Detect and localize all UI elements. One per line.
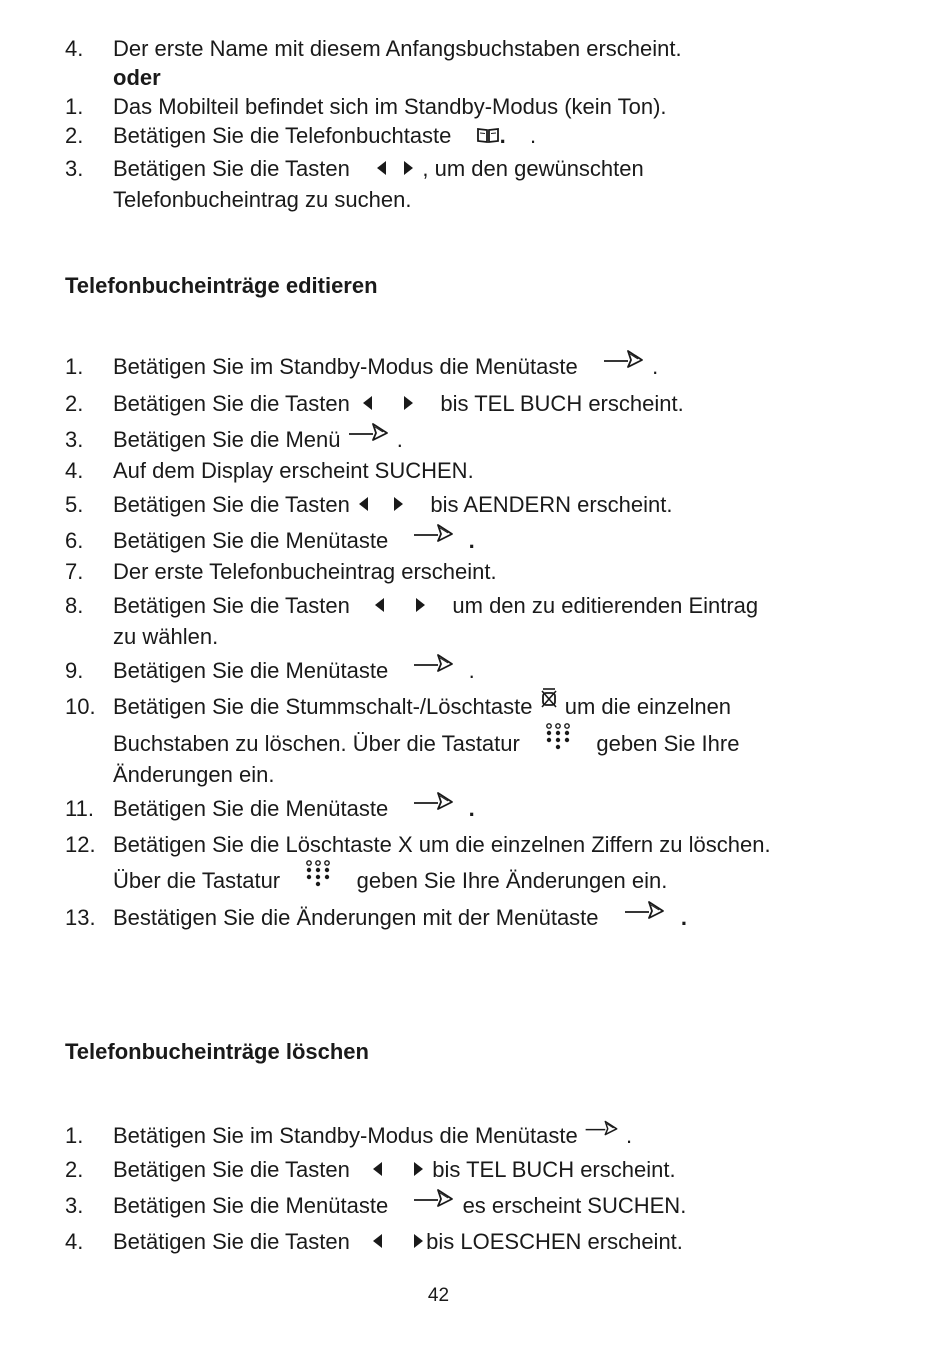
item-text [113, 389, 684, 420]
or-label: oder [113, 65, 161, 90]
item-text [113, 591, 758, 622]
list-item [0, 490, 950, 520]
menu-arrow-icon [623, 897, 667, 931]
section-heading-edit: Telefonbucheinträge editieren [65, 273, 378, 298]
item-number: 6. [65, 528, 84, 553]
item-number: 13. [65, 905, 96, 930]
section-heading-delete: Telefonbucheinträge löschen [65, 1039, 369, 1064]
item-text-cont: Telefonbucheintrag zu suchen. [113, 187, 412, 212]
item-text-b: bis TEL BUCH erscheint. [440, 391, 684, 416]
list-item [0, 557, 950, 587]
list-item [0, 794, 950, 824]
list-item [0, 656, 950, 686]
item-text [113, 1227, 683, 1258]
item-text-b: bis AENDERN erscheint. [430, 492, 673, 517]
menu-arrow-icon [602, 346, 646, 380]
list-item-continuation [0, 866, 950, 896]
list-item [0, 1191, 950, 1221]
item-text-b: . [468, 658, 475, 683]
item-number: 5. [65, 492, 84, 517]
item-text [113, 656, 475, 686]
menu-arrow-icon [412, 520, 456, 554]
item-number: 12. [65, 832, 96, 857]
list-item [0, 92, 950, 122]
item-number: 4. [65, 458, 84, 483]
item-text: Das Mobilteil befindet sich im Standby-Modus (kein Ton). [113, 94, 667, 119]
right-triangle-icon [414, 592, 428, 622]
right-triangle-icon [402, 390, 416, 420]
item-text-b: . [499, 123, 506, 148]
item-number: 4. [65, 36, 84, 61]
menu-arrow-icon [412, 1185, 456, 1219]
item-text-b: . [625, 1123, 633, 1148]
item-text-b: . [680, 905, 688, 930]
item-text-cont [113, 866, 667, 897]
item-text-a: Betätigen Sie die Tasten [113, 492, 350, 517]
item-text [113, 425, 403, 455]
item-number: 1. [65, 354, 84, 379]
item-text: Betätigen Sie die Löschtaste X um die einzelnen Ziffern zu löschen. [113, 832, 771, 857]
item-number: 4. [65, 1229, 84, 1254]
item-text-a: Betätigen Sie die Tasten [113, 1157, 350, 1182]
right-triangle-icon [412, 1228, 426, 1258]
item-text [113, 121, 536, 152]
item-text [113, 490, 672, 521]
item-text-a: Betätigen Sie im Standby-Modus die Menütaste [113, 354, 578, 379]
menu-arrow-icon [347, 419, 391, 453]
list-item [0, 830, 950, 860]
item-text [113, 154, 644, 185]
keypad-icon [544, 722, 572, 760]
item-number: 2. [65, 123, 84, 148]
item-text [113, 1121, 632, 1151]
keypad-icon [304, 859, 332, 897]
item-text-cont: zu wählen. [113, 624, 219, 649]
item-text [113, 903, 687, 933]
item-text-b: , um den gewünschten [422, 156, 644, 181]
list-item [0, 456, 950, 486]
item-number: 3. [65, 427, 84, 452]
item-number: 2. [65, 1157, 84, 1182]
page-number: 42 [427, 1285, 450, 1306]
item-text-c: Buchstaben zu löschen. Über die Tastatur [113, 731, 520, 756]
item-text-a: Betätigen Sie die Tasten [113, 593, 350, 618]
item-text: Der erste Telefonbucheintrag erscheint. [113, 559, 497, 584]
item-text [113, 352, 658, 382]
item-text-a: Betätigen Sie im Standby-Modus die Menütaste [113, 1123, 578, 1148]
right-triangle-icon [402, 155, 416, 185]
item-text [113, 1155, 676, 1186]
menu-arrow-icon [412, 788, 456, 822]
item-number: 1. [65, 1123, 84, 1148]
item-number: 3. [65, 156, 84, 181]
item-text-c: Über die Tastatur [113, 868, 281, 893]
list-item [0, 692, 950, 722]
list-item [0, 1227, 950, 1257]
list-item [0, 425, 950, 455]
list-item [0, 34, 950, 64]
item-text-b: . [396, 427, 403, 452]
item-dot: . [530, 123, 537, 148]
phonebook-icon [476, 122, 500, 152]
item-text-d: geben Sie Ihre Änderungen ein. [356, 868, 668, 893]
item-number: 10. [65, 694, 96, 719]
item-text-cont [113, 729, 739, 760]
list-item [0, 591, 950, 621]
left-triangle-icon [370, 1156, 384, 1186]
left-triangle-icon [372, 592, 386, 622]
item-text-a: Betätigen Sie die Menütaste [113, 796, 389, 821]
item-number: 2. [65, 391, 84, 416]
item-number: 9. [65, 658, 84, 683]
list-item [0, 352, 950, 382]
or-separator [0, 63, 950, 93]
list-item [0, 903, 950, 933]
list-item-continuation [0, 622, 950, 652]
left-triangle-icon [370, 1228, 384, 1258]
item-text-a: Betätigen Sie die Menütaste [113, 658, 389, 683]
item-text-a: Betätigen Sie die Menütaste [113, 1193, 389, 1218]
item-text: Der erste Name mit diesem Anfangsbuchstaben erscheint. [113, 36, 682, 61]
item-text-a: Betätigen Sie die Menütaste [113, 528, 389, 553]
item-text-d: geben Sie Ihre [596, 731, 740, 756]
item-text-b: . [652, 354, 659, 379]
list-item [0, 1155, 950, 1185]
item-text-a: Betätigen Sie die Tasten [113, 156, 350, 181]
item-number: 11. [65, 796, 94, 821]
left-triangle-icon [360, 390, 374, 420]
list-item-continuation [0, 185, 950, 215]
list-item-continuation [0, 729, 950, 759]
right-triangle-icon [392, 491, 406, 521]
item-text-a: Betätigen Sie die Telefonbuchtaste [113, 123, 452, 148]
item-number: 7. [65, 559, 84, 584]
mute-delete-icon [539, 687, 559, 717]
item-text-b: um den zu editierenden Eintrag [452, 593, 759, 618]
item-text-b: um die einzelnen [564, 694, 732, 719]
menu-arrow-icon [412, 650, 456, 684]
list-item-continuation [0, 760, 950, 790]
item-text-a: Betätigen Sie die Tasten [113, 391, 350, 416]
left-triangle-icon [356, 491, 370, 521]
list-item [0, 1121, 950, 1151]
item-text-a: Betätigen Sie die Stummschalt-/Löschtaste [113, 694, 533, 719]
item-text [113, 794, 475, 824]
list-item [0, 154, 950, 184]
item-text-a: Bestätigen Sie die Änderungen mit der Menütaste [113, 905, 599, 930]
item-text [113, 1191, 686, 1221]
menu-arrow-icon [584, 1116, 620, 1148]
right-triangle-icon [412, 1156, 426, 1186]
item-text-a: Betätigen Sie die Menü [113, 427, 341, 452]
left-triangle-icon [374, 155, 388, 185]
item-text-e: Änderungen ein. [113, 762, 275, 787]
list-item [0, 389, 950, 419]
item-number: 1. [65, 94, 84, 119]
item-text [113, 526, 475, 556]
item-text-b: bis LOESCHEN erscheint. [426, 1229, 683, 1254]
list-item [0, 121, 950, 151]
item-text-b: . [468, 528, 475, 553]
item-text-a: Betätigen Sie die Tasten [113, 1229, 350, 1254]
item-number: 8. [65, 593, 84, 618]
item-text-b: es erscheint SUCHEN. [462, 1193, 687, 1218]
item-text [113, 692, 731, 722]
item-text-b: . [468, 796, 475, 821]
list-item [0, 526, 950, 556]
item-text: Auf dem Display erscheint SUCHEN. [113, 458, 474, 483]
item-number: 3. [65, 1193, 84, 1218]
item-text-b: bis TEL BUCH erscheint. [432, 1157, 676, 1182]
